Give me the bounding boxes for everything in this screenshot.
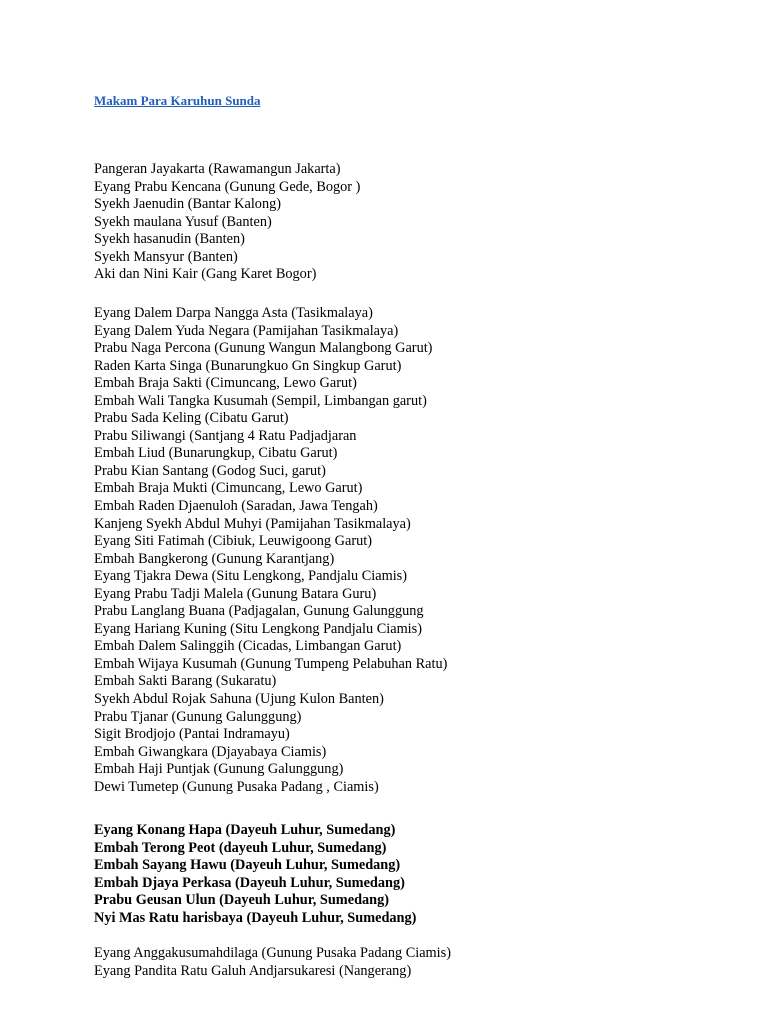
list-item: Syekh Abdul Rojak Sahuna (Ujung Kulon Banten) (94, 691, 384, 708)
list-item: Prabu Kian Santang (Godog Suci, garut) (94, 462, 326, 479)
list-item: Embah Sayang Hawu (Dayeuh Luhur, Sumedang) (94, 857, 401, 874)
list-item: Eyang Konang Hapa (Dayeuh Luhur, Sumedang) (94, 822, 396, 838)
list-item: Syekh Mansyur (Banten) (94, 248, 238, 265)
list-item: Eyang Prabu Kencana (Gunung Gede, Bogor ) (94, 178, 361, 195)
list-item: Syekh hasanudin (Banten) (94, 231, 245, 248)
list-item: Raden Karta Singa (Bunarungkuo Gn Singkup Garut) (94, 357, 402, 374)
list-item: Embah Terong Peot (dayeuh Luhur, Sumedang) (94, 839, 387, 856)
list-item: Syekh maulana Yusuf (Banten) (94, 213, 272, 230)
list-item: Eyang Dalem Darpa Nangga Asta (Tasikmalaya) (94, 305, 373, 321)
list-item: Aki dan Nini Kair (Gang Karet Bogor) (94, 266, 317, 283)
list-item: Eyang Prabu Tadji Malela (Gunung Batara Guru) (94, 585, 377, 602)
list-item: Embah Wali Tangka Kusumah (Sempil, Limbangan garut) (94, 392, 427, 409)
list-item: Prabu Sada Keling (Cibatu Garut) (94, 410, 289, 427)
list-item: Embah Bangkerong (Gunung Karantjang) (94, 550, 335, 567)
list-item: Prabu Naga Percona (Gunung Wangun Malangbong Garut) (94, 340, 433, 357)
list-item: Dewi Tumetep (Gunung Pusaka Padang , Ciamis) (94, 778, 379, 795)
list-item: Eyang Tjakra Dewa (Situ Lengkong, Pandjalu Ciamis) (94, 568, 408, 585)
list-item: Embah Braja Mukti (Cimuncang, Lewo Garut) (94, 480, 363, 497)
list-group-2 (94, 305, 447, 796)
list-item: Eyang Hariang Kuning (Situ Lengkong Pandjalu Ciamis) (94, 620, 422, 637)
list-item: Pangeran Jayakarta (Rawamangun Jakarta) (94, 161, 341, 177)
document-title-link[interactable]: Makam Para Karuhun Sunda (94, 93, 261, 108)
list-group-4 (94, 945, 451, 980)
list-item: Embah Braja Sakti (Cimuncang, Lewo Garut) (94, 375, 357, 392)
list-item: Prabu Langlang Buana (Padjagalan, Gunung Galunggung (94, 603, 424, 620)
list-item: Embah Liud (Bunarungkup, Cibatu Garut) (94, 445, 338, 462)
list-item: Embah Raden Djaenuloh (Saradan, Jawa Tengah) (94, 498, 378, 515)
list-group-1 (94, 161, 360, 284)
list-item: Prabu Siliwangi (Santjang 4 Ratu Padjadjaran (94, 427, 357, 444)
list-item: Embah Wijaya Kusumah (Gunung Tumpeng Pelabuhan Ratu) (94, 655, 448, 672)
list-item: Eyang Dalem Yuda Negara (Pamijahan Tasikmalaya) (94, 322, 399, 339)
list-item: Eyang Pandita Ratu Galuh Andjarsukaresi (Nangerang) (94, 962, 412, 979)
list-item: Prabu Geusan Ulun (Dayeuh Luhur, Sumedang) (94, 892, 390, 909)
list-item: Kanjeng Syekh Abdul Muhyi (Pamijahan Tasikmalaya) (94, 515, 411, 532)
list-item: Embah Giwangkara (Djayabaya Ciamis) (94, 743, 327, 760)
list-item: Eyang Siti Fatimah (Cibiuk, Leuwigoong Garut) (94, 533, 372, 550)
list-item: Embah Djaya Perkasa (Dayeuh Luhur, Sumedang) (94, 874, 405, 891)
list-item: Eyang Anggakusumahdilaga (Gunung Pusaka Padang Ciamis) (94, 945, 451, 961)
list-item: Embah Dalem Salinggih (Cicadas, Limbangan Garut) (94, 638, 402, 655)
list-item: Prabu Tjanar (Gunung Galunggung) (94, 708, 302, 725)
list-group-3-bold (94, 822, 416, 927)
list-item: Embah Haji Puntjak (Gunung Galunggung) (94, 761, 344, 778)
list-item: Nyi Mas Ratu harisbaya (Dayeuh Luhur, Sumedang) (94, 909, 417, 926)
list-item: Syekh Jaenudin (Bantar Kalong) (94, 196, 282, 213)
list-item: Embah Sakti Barang (Sukaratu) (94, 673, 277, 690)
list-item: Sigit Brodjojo (Pantai Indramayu) (94, 726, 290, 743)
